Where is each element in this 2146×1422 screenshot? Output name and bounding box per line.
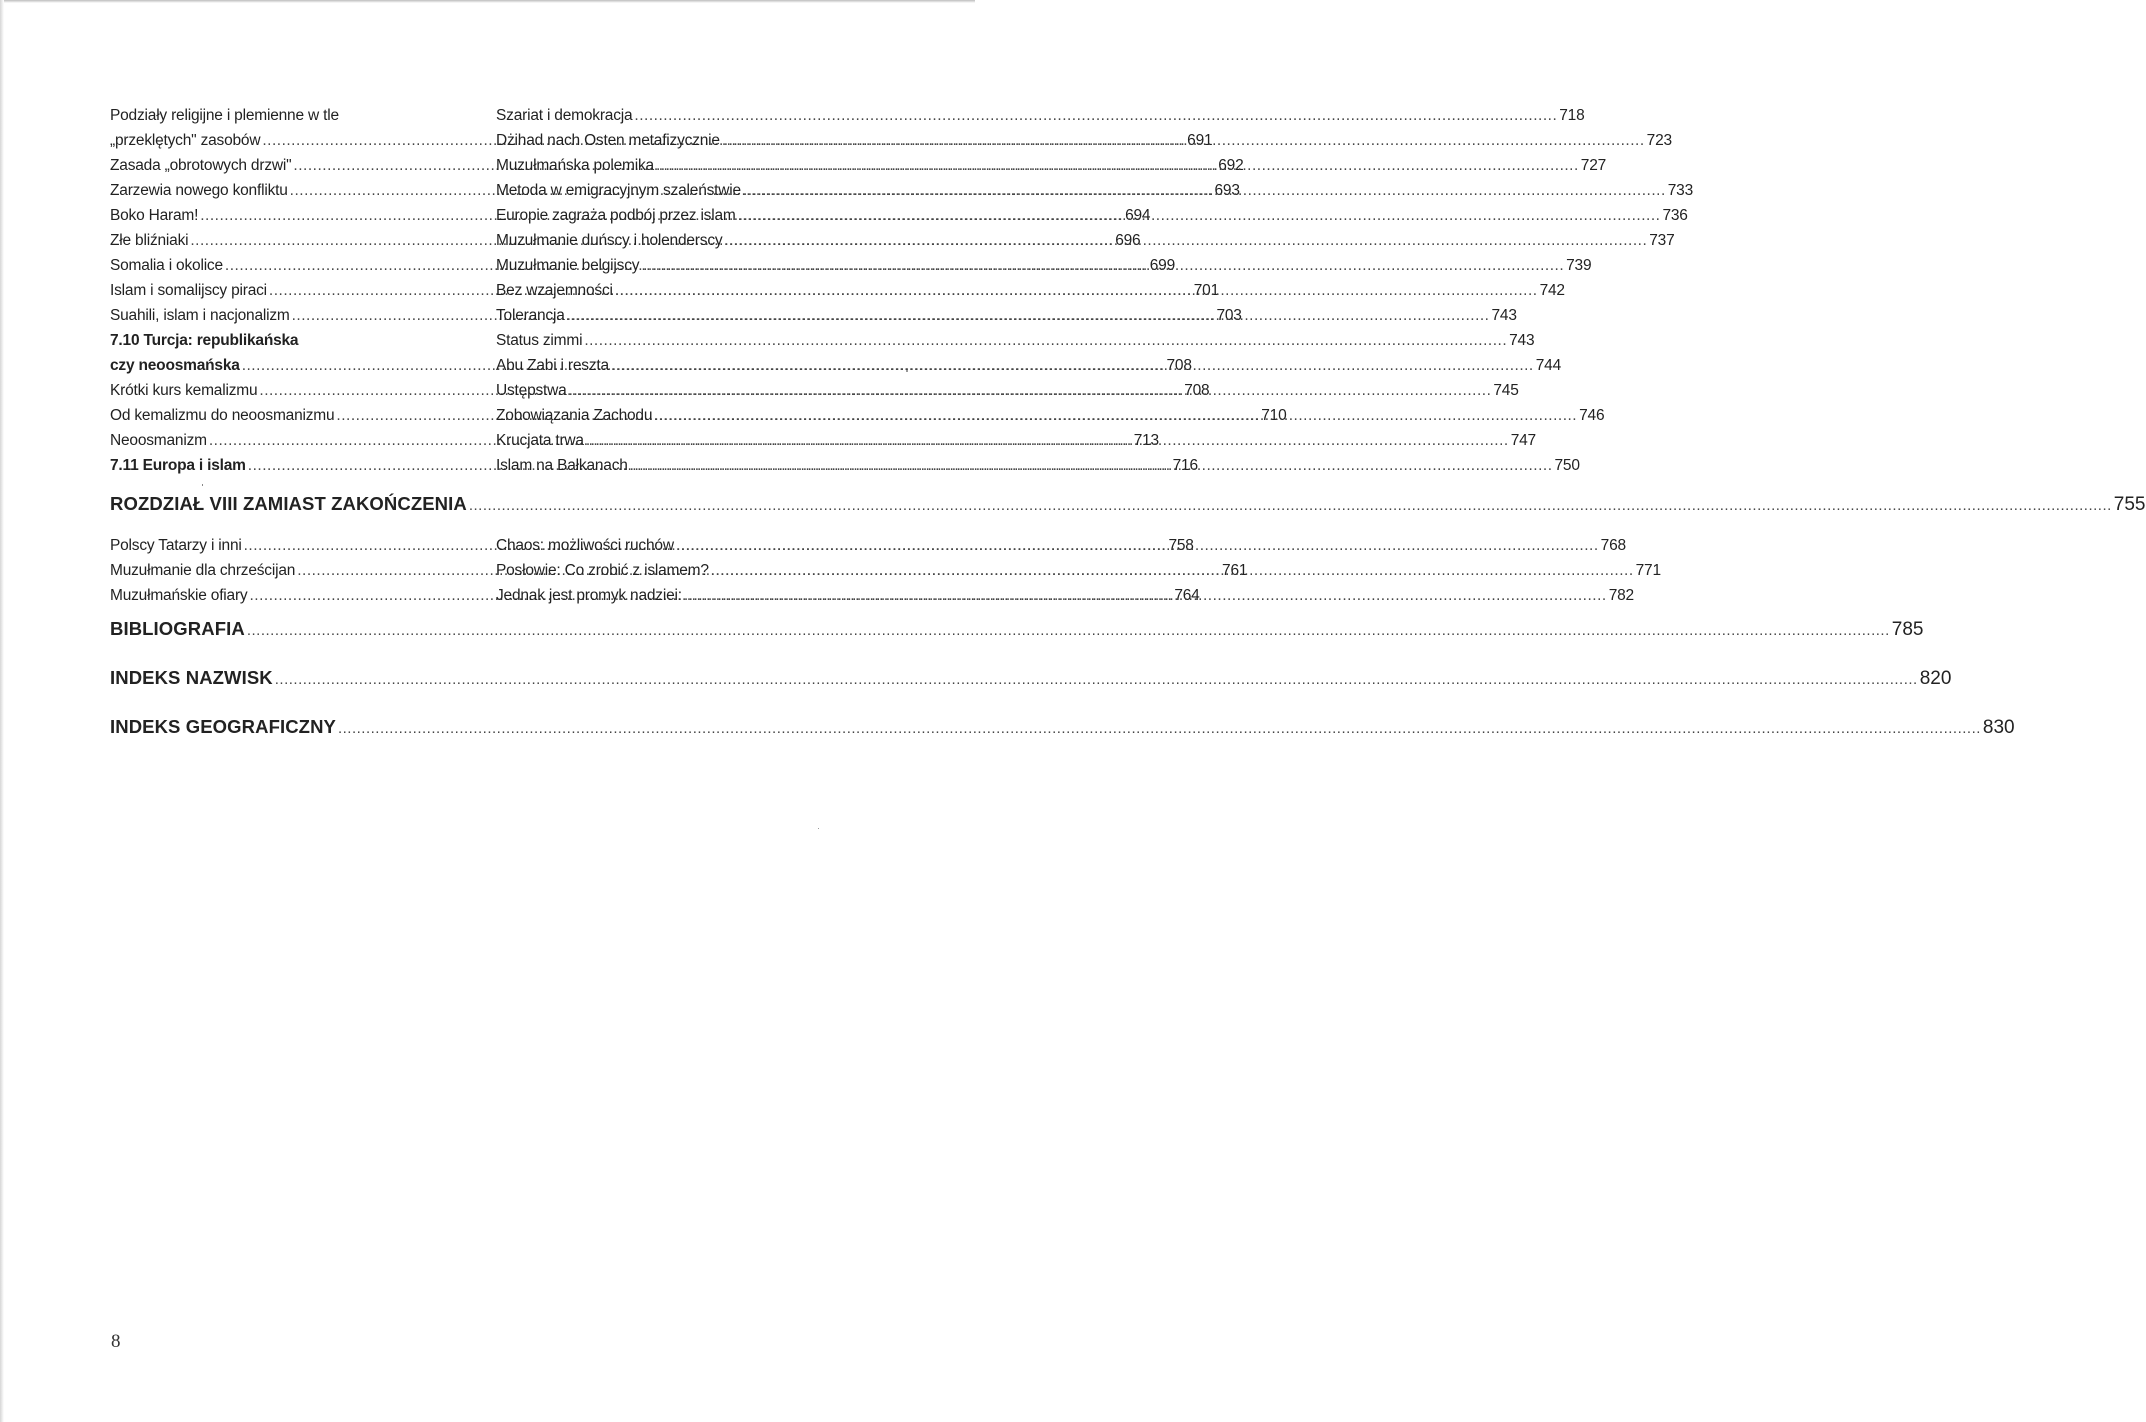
toc-entry-label: Abu Zabi i reszta <box>496 357 609 374</box>
toc-entry-label: Islam na Bałkanach <box>496 457 628 474</box>
toc-entry-page: 708 <box>1184 382 1210 399</box>
leader-dots <box>567 303 1490 328</box>
toc-entry-label: Podziały religijne i plemienne w tle <box>110 107 339 124</box>
leader-dots <box>738 203 1661 228</box>
toc-entry-page: 718 <box>1559 107 1585 124</box>
leader-dots <box>569 378 1492 403</box>
toc-entry-label: Zarzewia nowego konfliktu <box>110 182 288 199</box>
leader-dots <box>584 328 1507 353</box>
toc-entry-label: Zasada „obrotowych drzwi" <box>110 157 292 174</box>
leader-dots <box>676 533 1599 558</box>
leader-dots <box>711 558 1634 583</box>
toc-entry-label: Somalia i okolice <box>110 257 223 274</box>
page-top-edge <box>0 0 975 3</box>
scan-speck <box>818 828 819 829</box>
toc-entry-page: 716 <box>1172 457 1198 474</box>
toc-entry-page: 739 <box>1566 257 1592 274</box>
toc-entry-label: Status zimmi <box>496 332 583 349</box>
toc-entry-page: 746 <box>1579 407 1605 424</box>
toc-entry-page: 703 <box>1216 307 1242 324</box>
bibliography-title: BIBLIOGRAFIA <box>110 618 245 639</box>
toc-entry-page: 701 <box>1193 282 1220 299</box>
toc-entry-page: 750 <box>1554 457 1580 474</box>
toc-entry-label: Boko Haram! <box>110 207 199 224</box>
toc-entry-page: 768 <box>1600 537 1626 554</box>
toc-entry-label: Posłowie: Co zrobić z islamem? <box>496 562 709 579</box>
page-number: 8 <box>111 1331 121 1352</box>
toc-entry-label: Suahili, islam i nacjonalizm <box>110 307 290 324</box>
toc-entry-label: Zobowiązania Zachodu <box>496 407 653 424</box>
leader-dots <box>615 278 1538 303</box>
toc-entry-label: Neoosmanizm <box>110 432 207 449</box>
leader-dots <box>611 353 1534 378</box>
page-left-edge <box>0 0 4 1422</box>
toc-entry[interactable] <box>496 328 1535 353</box>
leader-dots <box>247 622 1890 639</box>
toc-entry[interactable] <box>496 103 1585 128</box>
toc-entry[interactable] <box>110 103 467 128</box>
toc-entry-page: 747 <box>1510 432 1536 449</box>
chapter-8-entry[interactable] <box>110 493 2146 516</box>
toc-entry-label: Islam i somalijscy piraci <box>110 282 267 299</box>
leader-dots <box>743 178 1666 203</box>
toc-entry-label: Muzułmańska polemika <box>496 157 654 174</box>
leader-dots <box>656 153 1579 178</box>
toc-entry-label: 7.10 Turcja: republikańska <box>110 332 299 349</box>
toc-entry-page: 737 <box>1649 232 1675 249</box>
toc-entry-label: Jednak jest promyk nadziei: <box>496 587 682 604</box>
toc-entry-page: 736 <box>1662 207 1688 224</box>
toc-entry-label: Tolerancja <box>496 307 565 324</box>
toc-entry-label: Metoda w emigracyjnym szaleństwie <box>496 182 741 199</box>
chapter-8-page: 755 <box>2113 494 2146 515</box>
leader-dots <box>724 228 1647 253</box>
scan-speck <box>906 370 908 372</box>
toc-entry-page: 761 <box>1222 562 1248 579</box>
toc-entry-page: 699 <box>1149 257 1175 274</box>
toc-entry-label: Krucjata trwa <box>496 432 584 449</box>
toc-entry-page: 743 <box>1491 307 1517 324</box>
toc-entry-page: 742 <box>1539 282 1565 299</box>
toc-entry-label: Muzułmanie belgijscy <box>496 257 640 274</box>
chapter-8-title: ROZDZIAŁ VIII ZAMIAST ZAKOŃCZENIA <box>110 493 467 514</box>
toc-entry-label: Od kemalizmu do neoosmanizmu <box>110 407 335 424</box>
geographic-index-entry[interactable] <box>110 716 2015 739</box>
leader-dots <box>641 253 1564 278</box>
toc-entry-label: Muzułmańskie ofiary <box>110 587 248 604</box>
leader-dots <box>469 497 2112 514</box>
toc-entry-page: 782 <box>1608 587 1634 604</box>
toc-entry-page: 710 <box>1261 407 1287 424</box>
toc-entry-label: Europie zagraża podbój przez islam <box>496 207 736 224</box>
toc-entry-page: 743 <box>1509 332 1535 349</box>
toc-entry-page: 713 <box>1133 432 1159 449</box>
bibliography-page: 785 <box>1891 619 1924 640</box>
leader-dots <box>586 428 1509 453</box>
leader-dots <box>722 128 1645 153</box>
scan-speck <box>202 484 203 486</box>
leader-dots <box>634 103 1557 128</box>
toc-entry-page: 692 <box>1218 157 1244 174</box>
geographic-index-title: INDEKS GEOGRAFICZNY <box>110 716 336 737</box>
name-index-title: INDEKS NAZWISK <box>110 667 273 688</box>
geographic-index-page: 830 <box>1982 717 2015 738</box>
leader-dots <box>654 403 1577 428</box>
toc-entry-label: Muzułmanie dla chrześcijan <box>110 562 296 579</box>
name-index-page: 820 <box>1919 668 1952 689</box>
toc-entry-label: Chaos: możliwości ruchów <box>496 537 674 554</box>
toc-entry-label: Złe bliźniaki <box>110 232 189 249</box>
leader-dots <box>338 720 1981 737</box>
toc-entry-page: 708 <box>1166 357 1192 374</box>
toc-entry-page: 696 <box>1115 232 1141 249</box>
toc-entry[interactable] <box>110 328 467 353</box>
toc-entry-label: Krótki kurs kemalizmu <box>110 382 258 399</box>
toc-entry-label: Szariat i demokracja <box>496 107 633 124</box>
toc-entry-label: Ustępstwa <box>496 382 567 399</box>
toc-entry-page: 744 <box>1535 357 1561 374</box>
toc-entry-page: 723 <box>1646 132 1672 149</box>
toc-entry-label: czy neoosmańska <box>110 357 240 374</box>
leader-dots <box>275 671 1918 688</box>
leader-dots <box>630 453 1553 478</box>
toc-entry-label: 7.11 Europa i islam <box>110 457 246 474</box>
toc-entry-label: Dżihad nach Osten metafizycznie <box>496 132 720 149</box>
toc-entry-page: 733 <box>1667 182 1694 199</box>
toc-entry-page: 694 <box>1125 207 1151 224</box>
toc-entry-page: 771 <box>1635 562 1661 579</box>
toc-entry-label: Bez wzajemności <box>496 282 613 299</box>
bibliography-entry[interactable] <box>110 618 1924 641</box>
name-index-entry[interactable] <box>110 667 1952 690</box>
toc-entry-page: 764 <box>1174 587 1200 604</box>
toc-entry-page: 745 <box>1493 382 1519 399</box>
toc-entry-label: Muzułmanie duńscy i holenderscy <box>496 232 723 249</box>
toc-entry-page: 727 <box>1580 157 1607 174</box>
toc-entry-label: Polscy Tatarzy i inni <box>110 537 242 554</box>
toc-entry-page: 693 <box>1214 182 1240 199</box>
leader-dots <box>684 583 1607 608</box>
toc-entry-page: 758 <box>1168 537 1194 554</box>
toc-entry-label: „przeklętych" zasobów <box>110 132 261 149</box>
toc-entry-page: 691 <box>1187 132 1213 149</box>
